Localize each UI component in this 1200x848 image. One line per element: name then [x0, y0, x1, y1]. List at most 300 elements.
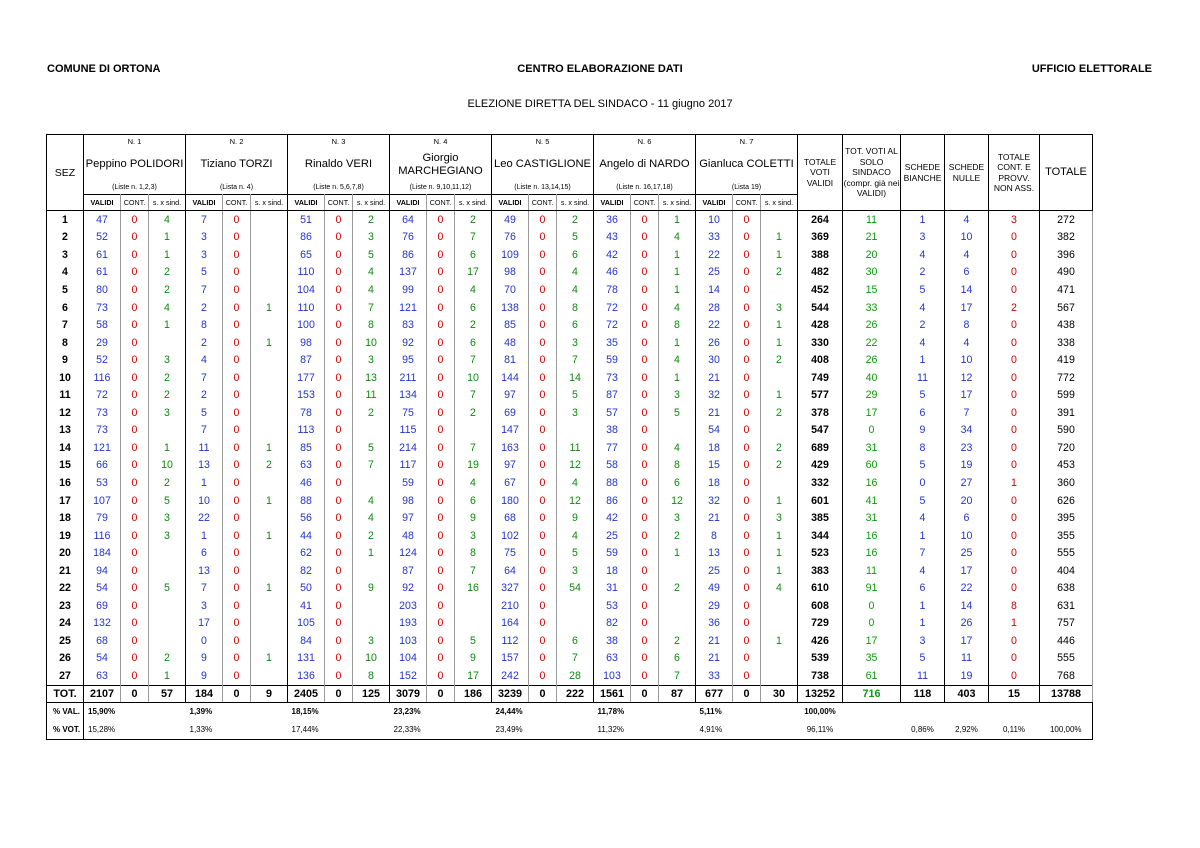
table-cell: 75 — [492, 544, 529, 562]
pct_vot-value: 11,32% — [597, 725, 625, 735]
table-cell: 1 — [659, 211, 696, 229]
table-cell: 1 — [251, 334, 288, 352]
table-cell: 8 — [557, 299, 594, 317]
table-cell: 738 — [798, 667, 843, 685]
table-cell: 0 — [733, 369, 761, 387]
table-cell: 10 — [455, 369, 492, 387]
table-cell: 2 — [901, 264, 945, 282]
table-cell: 0 — [223, 492, 251, 510]
table-cell: 5 — [186, 264, 223, 282]
table-cell — [659, 422, 696, 440]
table-cell: 53 — [594, 597, 631, 615]
table-cell: 68 — [84, 632, 121, 650]
table-cell: 0 — [631, 334, 659, 352]
table-row — [47, 299, 1093, 317]
totals-row — [47, 685, 1093, 702]
table-cell: 10 — [696, 211, 733, 229]
table-cell: 0 — [427, 544, 455, 562]
table-row — [47, 492, 1093, 510]
table-cell: 4 — [455, 281, 492, 299]
table-cell: 0 — [733, 316, 761, 334]
table-cell — [251, 264, 288, 282]
table-cell: 21 — [696, 632, 733, 650]
table-cell: 99 — [390, 281, 427, 299]
table-cell: 104 — [288, 281, 325, 299]
table-cell: 0 — [733, 404, 761, 422]
table-cell: 17 — [455, 667, 492, 685]
table-cell: 577 — [798, 386, 843, 404]
table-cell: 0 — [733, 492, 761, 510]
table-row — [47, 404, 1093, 422]
table-cell: 63 — [84, 667, 121, 685]
table-cell: 3 — [186, 597, 223, 615]
table-cell: 2 — [149, 474, 186, 492]
table-cell: 0 — [631, 422, 659, 440]
table-cell: 8 — [989, 597, 1040, 615]
table-cell — [251, 667, 288, 685]
table-cell: 6 — [659, 650, 696, 668]
totals-cell: 13252 — [798, 685, 843, 702]
table-cell: 13 — [696, 544, 733, 562]
empty-cell — [989, 702, 1040, 721]
sxsind-subheader: s. x sind. — [455, 195, 492, 211]
sez-number: 11 — [47, 386, 84, 404]
candidate-name: Gianluca COLETTI — [696, 148, 798, 181]
table-cell: 0 — [733, 562, 761, 580]
table-row — [47, 667, 1093, 685]
table-cell: 52 — [84, 229, 121, 247]
table-cell: 608 — [798, 597, 843, 615]
table-cell — [149, 562, 186, 580]
table-cell: 0 — [223, 632, 251, 650]
candidate-lists: (Liste n. 1,2,3) — [84, 181, 186, 195]
table-cell: 16 — [455, 579, 492, 597]
table-cell: 0 — [733, 544, 761, 562]
candidate-name: Tiziano TORZI — [186, 148, 288, 181]
table-cell — [251, 544, 288, 562]
table-cell: 6 — [455, 334, 492, 352]
table-cell: 35 — [594, 334, 631, 352]
table-cell: 0 — [325, 439, 353, 457]
table-cell: 36 — [696, 615, 733, 633]
table-cell: 0 — [121, 369, 149, 387]
table-cell: 23 — [945, 439, 989, 457]
totals-cell: 677 — [696, 685, 733, 702]
table-cell: 88 — [288, 492, 325, 510]
table-cell: 30 — [696, 351, 733, 369]
table-cell: 7 — [455, 351, 492, 369]
table-cell — [251, 386, 288, 404]
table-cell: 33 — [843, 299, 901, 317]
table-cell: 482 — [798, 264, 843, 282]
table-cell: 0 — [733, 509, 761, 527]
table-cell: 428 — [798, 316, 843, 334]
table-cell: 0 — [989, 457, 1040, 475]
table-cell: 0 — [989, 351, 1040, 369]
table-cell: 14 — [945, 597, 989, 615]
table-cell: 13 — [186, 457, 223, 475]
table-cell: 1 — [149, 667, 186, 685]
table-cell: 0 — [631, 264, 659, 282]
table-row — [47, 369, 1093, 387]
pct_vot-row — [47, 721, 1093, 740]
sez-number: 6 — [47, 299, 84, 317]
table-cell — [761, 667, 798, 685]
table-cell: 1 — [251, 492, 288, 510]
table-cell: 136 — [288, 667, 325, 685]
table-cell: 116 — [84, 527, 121, 545]
sxsind-subheader: s. x sind. — [149, 195, 186, 211]
table-cell: 0 — [427, 422, 455, 440]
table-cell: 0 — [529, 457, 557, 475]
table-cell: 0 — [989, 316, 1040, 334]
sez-number: 17 — [47, 492, 84, 510]
table-cell — [149, 544, 186, 562]
empty-cell — [843, 702, 901, 721]
table-row — [47, 632, 1093, 650]
table-cell: 242 — [492, 667, 529, 685]
table-cell — [761, 650, 798, 668]
table-cell: 2 — [761, 457, 798, 475]
table-cell: 9 — [186, 650, 223, 668]
validi-subheader: VALIDI — [186, 195, 223, 211]
table-cell: 214 — [390, 439, 427, 457]
table-cell: 0 — [733, 422, 761, 440]
table-cell: 0 — [223, 650, 251, 668]
candidate-number: N. 1 — [84, 135, 186, 149]
totals-cell: 125 — [353, 685, 390, 702]
table-cell: 1 — [659, 246, 696, 264]
table-cell: 772 — [1040, 369, 1093, 387]
table-cell: 21 — [696, 369, 733, 387]
table-cell — [149, 334, 186, 352]
table-cell: 7 — [557, 650, 594, 668]
table-cell: 5 — [557, 229, 594, 247]
table-cell: 0 — [631, 492, 659, 510]
table-cell: 5 — [901, 457, 945, 475]
table-cell: 8 — [186, 316, 223, 334]
table-cell: 0 — [121, 632, 149, 650]
table-cell: 0 — [223, 562, 251, 580]
table-cell: 83 — [390, 316, 427, 334]
pct_vot-value: 2,92% — [955, 725, 978, 735]
sez-number: 10 — [47, 369, 84, 387]
table-cell: 0 — [121, 211, 149, 229]
table-cell: 1 — [761, 316, 798, 334]
table-cell: 0 — [529, 264, 557, 282]
table-cell: 404 — [1040, 562, 1093, 580]
table-cell: 4 — [353, 264, 390, 282]
table-cell — [761, 615, 798, 633]
table-cell: 152 — [390, 667, 427, 685]
table-row — [47, 457, 1093, 475]
candidate-number: N. 2 — [186, 135, 288, 149]
table-cell: 0 — [121, 316, 149, 334]
table-cell: 1 — [761, 229, 798, 247]
empty-cell — [901, 702, 945, 721]
table-cell: 82 — [594, 615, 631, 633]
table-cell — [251, 281, 288, 299]
table-cell: 5 — [353, 439, 390, 457]
table-cell: 408 — [798, 351, 843, 369]
table-cell: 0 — [631, 650, 659, 668]
table-cell: 1 — [901, 597, 945, 615]
table-cell: 0 — [325, 299, 353, 317]
table-cell: 112 — [492, 632, 529, 650]
table-cell: 7 — [945, 404, 989, 422]
sez-number: 12 — [47, 404, 84, 422]
table-cell: 28 — [557, 667, 594, 685]
table-row — [47, 650, 1093, 668]
table-cell: 0 — [325, 457, 353, 475]
table-cell: 0 — [631, 386, 659, 404]
table-cell: 0 — [529, 386, 557, 404]
table-cell: 3 — [989, 211, 1040, 229]
table-cell: 7 — [659, 667, 696, 685]
sez-number: 14 — [47, 439, 84, 457]
table-cell: 2 — [761, 439, 798, 457]
table-cell: 18 — [696, 474, 733, 492]
table-cell: 0 — [223, 597, 251, 615]
table-cell: 27 — [945, 474, 989, 492]
table-cell: 11 — [901, 667, 945, 685]
table-cell: 5 — [659, 404, 696, 422]
table-cell: 64 — [492, 562, 529, 580]
table-cell: 0 — [733, 246, 761, 264]
table-cell — [251, 474, 288, 492]
sez-number: 8 — [47, 334, 84, 352]
table-cell: 0 — [325, 667, 353, 685]
table-cell: 164 — [492, 615, 529, 633]
sez-number: 2 — [47, 229, 84, 247]
table-cell: 67 — [492, 474, 529, 492]
table-cell: 0 — [325, 316, 353, 334]
table-cell: 49 — [696, 579, 733, 597]
table-cell: 3 — [659, 386, 696, 404]
table-cell: 59 — [390, 474, 427, 492]
table-cell — [251, 597, 288, 615]
table-cell — [557, 615, 594, 633]
pct_vot-value: 0,86% — [911, 725, 934, 735]
table-cell: 4 — [659, 439, 696, 457]
table-cell: 8 — [353, 316, 390, 334]
totals-cell: 0 — [427, 685, 455, 702]
table-cell: 2 — [353, 527, 390, 545]
table-cell: 18 — [594, 562, 631, 580]
table-cell: 58 — [594, 457, 631, 475]
table-cell: 86 — [390, 246, 427, 264]
table-cell — [251, 509, 288, 527]
sxsind-subheader: s. x sind. — [353, 195, 390, 211]
table-cell: 720 — [1040, 439, 1093, 457]
table-cell: 29 — [843, 386, 901, 404]
table-cell: 332 — [798, 474, 843, 492]
table-cell — [761, 281, 798, 299]
table-cell: 43 — [594, 229, 631, 247]
candidate-lists: (Liste n. 9,10,11,12) — [390, 181, 492, 195]
table-cell: 0 — [223, 667, 251, 685]
table-cell: 2 — [659, 527, 696, 545]
table-cell: 729 — [798, 615, 843, 633]
table-cell: 0 — [325, 650, 353, 668]
table-cell: 12 — [557, 492, 594, 510]
table-cell: 0 — [631, 632, 659, 650]
totals-cell: 3239 — [492, 685, 529, 702]
ced-label: CENTRO ELABORAZIONE DATI — [517, 63, 683, 75]
table-cell: 12 — [659, 492, 696, 510]
table-cell: 0 — [989, 509, 1040, 527]
table-cell: 0 — [843, 422, 901, 440]
totals-cell: 0 — [325, 685, 353, 702]
table-cell: 2 — [149, 386, 186, 404]
table-cell: 0 — [325, 211, 353, 229]
table-cell: 102 — [492, 527, 529, 545]
table-cell: 59 — [594, 544, 631, 562]
table-cell: 9 — [455, 509, 492, 527]
candidate-number: N. 4 — [390, 135, 492, 149]
sez-number: 16 — [47, 474, 84, 492]
sez-number: 20 — [47, 544, 84, 562]
table-cell: 0 — [427, 439, 455, 457]
table-cell — [761, 211, 798, 229]
table-cell: 22 — [696, 246, 733, 264]
table-cell: 768 — [1040, 667, 1093, 685]
table-cell: 391 — [1040, 404, 1093, 422]
table-cell: 0 — [989, 439, 1040, 457]
table-cell: 5 — [353, 246, 390, 264]
table-cell: 54 — [557, 579, 594, 597]
table-cell: 21 — [696, 509, 733, 527]
table-cell: 22 — [186, 509, 223, 527]
table-cell: 0 — [529, 439, 557, 457]
table-cell: 1 — [761, 632, 798, 650]
table-cell: 0 — [843, 597, 901, 615]
table-cell: 115 — [390, 422, 427, 440]
pct_vot-value: 15,28% — [88, 725, 116, 735]
table-cell: 555 — [1040, 544, 1093, 562]
table-cell: 1 — [659, 264, 696, 282]
table-cell: 1 — [251, 439, 288, 457]
table-cell — [353, 422, 390, 440]
table-cell: 131 — [288, 650, 325, 668]
table-cell: 3 — [455, 527, 492, 545]
table-cell: 19 — [455, 457, 492, 475]
table-cell: 9 — [557, 509, 594, 527]
table-cell: 70 — [492, 281, 529, 299]
table-cell: 0 — [121, 579, 149, 597]
table-row — [47, 246, 1093, 264]
table-cell — [761, 474, 798, 492]
sez-number: 1 — [47, 211, 84, 229]
table-cell: 6 — [901, 404, 945, 422]
table-cell — [251, 211, 288, 229]
table-cell: 0 — [121, 667, 149, 685]
table-cell: 330 — [798, 334, 843, 352]
totals-cell: 186 — [455, 685, 492, 702]
table-cell: 63 — [288, 457, 325, 475]
table-cell: 3 — [149, 404, 186, 422]
table-cell: 105 — [288, 615, 325, 633]
table-cell: 193 — [390, 615, 427, 633]
table-cell: 5 — [557, 386, 594, 404]
table-cell: 0 — [427, 597, 455, 615]
table-cell: 25 — [945, 544, 989, 562]
totals-cell: 2107 — [84, 685, 121, 702]
table-cell: 56 — [288, 509, 325, 527]
table-row — [47, 351, 1093, 369]
table-cell: 1 — [761, 386, 798, 404]
table-cell: 110 — [288, 299, 325, 317]
table-cell — [353, 562, 390, 580]
table-cell: 0 — [121, 457, 149, 475]
table-cell: 0 — [325, 509, 353, 527]
table-cell: 1 — [659, 334, 696, 352]
table-cell: 1 — [251, 299, 288, 317]
table-cell: 29 — [84, 334, 121, 352]
table-cell: 0 — [989, 650, 1040, 668]
table-cell: 1 — [149, 439, 186, 457]
table-cell: 2 — [353, 404, 390, 422]
table-cell: 98 — [288, 334, 325, 352]
table-cell: 0 — [427, 492, 455, 510]
table-cell: 0 — [529, 369, 557, 387]
cont-subheader: CONT. — [529, 195, 557, 211]
table-cell: 113 — [288, 422, 325, 440]
table-cell: 0 — [325, 492, 353, 510]
table-cell: 72 — [84, 386, 121, 404]
table-cell: 0 — [733, 632, 761, 650]
table-cell: 0 — [427, 369, 455, 387]
table-cell: 0 — [631, 579, 659, 597]
table-cell: 48 — [492, 334, 529, 352]
table-cell: 0 — [223, 422, 251, 440]
pct_val-value: 5,11% — [699, 707, 722, 717]
table-cell: 0 — [989, 246, 1040, 264]
table-cell: 97 — [492, 457, 529, 475]
table-cell — [149, 632, 186, 650]
table-cell: 3 — [557, 334, 594, 352]
table-cell: 10 — [945, 351, 989, 369]
table-cell: 0 — [733, 527, 761, 545]
table-cell: 8 — [659, 316, 696, 334]
table-cell: 426 — [798, 632, 843, 650]
table-cell: 1 — [901, 615, 945, 633]
table-cell: 1 — [761, 527, 798, 545]
table-cell — [659, 597, 696, 615]
table-cell: 0 — [529, 562, 557, 580]
table-cell: 17 — [186, 615, 223, 633]
table-cell: 610 — [798, 579, 843, 597]
cont-subheader: CONT. — [223, 195, 251, 211]
table-cell: 81 — [492, 351, 529, 369]
table-cell: 2 — [761, 404, 798, 422]
table-cell: 1 — [761, 334, 798, 352]
table-cell: 10 — [186, 492, 223, 510]
table-cell: 0 — [989, 369, 1040, 387]
table-cell: 86 — [594, 492, 631, 510]
table-cell: 5 — [455, 632, 492, 650]
sez-number: 24 — [47, 615, 84, 633]
table-cell: 2 — [659, 632, 696, 650]
sxsind-subheader: s. x sind. — [761, 195, 798, 211]
totals-cell: 184 — [186, 685, 223, 702]
table-row — [47, 229, 1093, 247]
table-row — [47, 615, 1093, 633]
pct_vot-value: 23,49% — [495, 725, 523, 735]
table-cell: 92 — [390, 579, 427, 597]
table-cell: 1 — [659, 281, 696, 299]
candidate-number: N. 7 — [696, 135, 798, 149]
